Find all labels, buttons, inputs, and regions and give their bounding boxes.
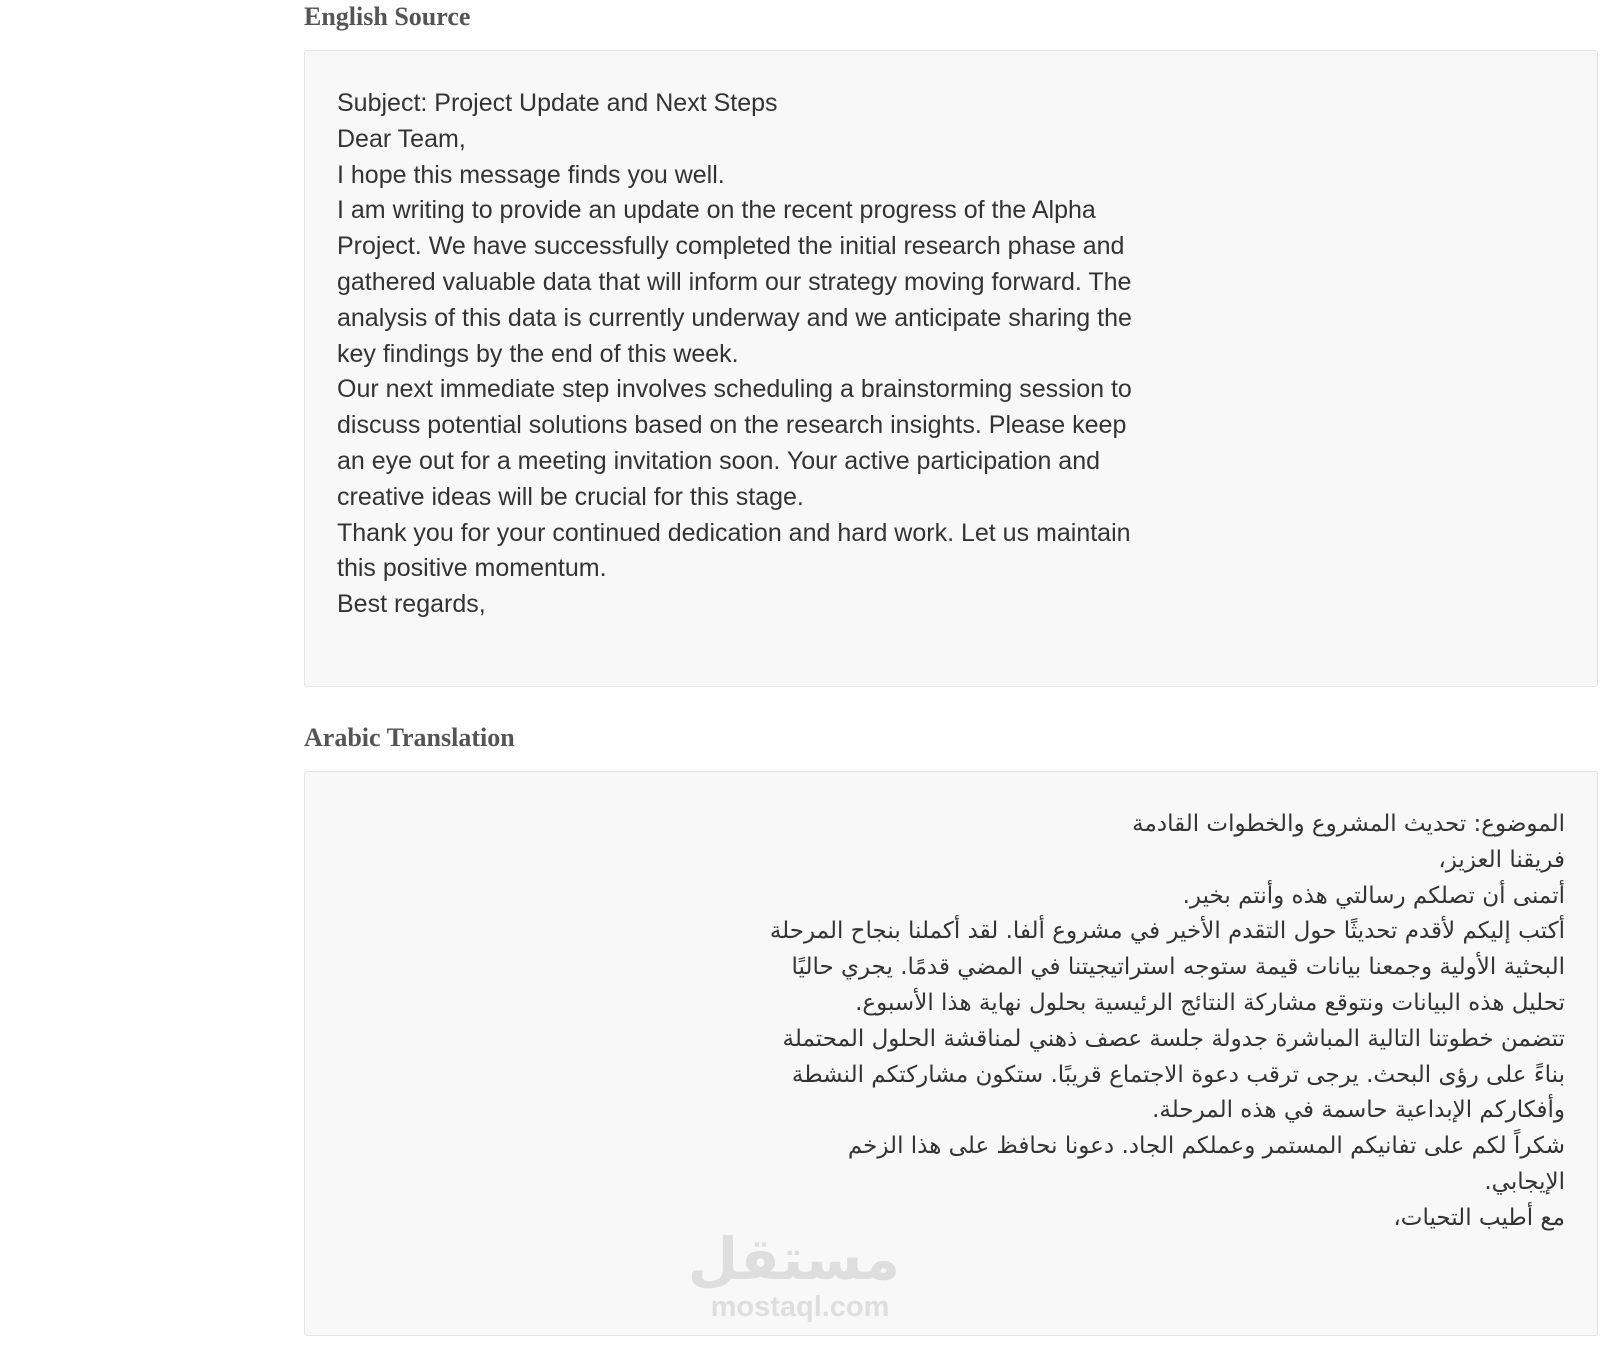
english-signoff: Best regards, (337, 590, 486, 619)
english-source-heading: English Source (304, 2, 471, 31)
english-greeting: Dear Team, (337, 124, 466, 153)
arabic-paragraph: تتضمن خطوتنا التالية المباشرة جدولة جلسة عصف ذهني لمناقشة الحلول المحتملة بناءً على رؤى البحث. يرجى ترقب دعوة الاجتماع قريبًا. ستكون مشاركتكم النشطة وأفكاركم الإبداعية حاسمة في هذه المرحلة. (782, 1025, 1565, 1124)
english-source-panel (304, 50, 1598, 687)
arabic-translation-panel (304, 771, 1598, 1336)
arabic-greeting: فريقنا العزيز، (1438, 846, 1565, 873)
mostaql-watermark (687, 1225, 900, 1323)
arabic-translation-heading: Arabic Translation (304, 723, 515, 752)
arabic-text-body (765, 807, 1565, 1237)
watermark-arabic-logo: مستقل (687, 1225, 900, 1293)
arabic-paragraph: أتمنى أن تصلكم رسالتي هذه وأنتم بخير. (1182, 882, 1565, 909)
english-paragraph: Our next immediate step involves scheduling a brainstorming session to discuss potential solutions based on the research insights. Please keep an eye out for a meeting invitation soon. Your active participation and creative ideas will be crucial for this stage. (337, 375, 1132, 511)
english-paragraph: Thank you for your continued dedication and hard work. Let us maintain this positive momentum. (337, 518, 1131, 583)
english-paragraph: I am writing to provide an update on the recent progress of the Alpha Project. We have successfully completed the initial research phase and gathered valuable data that will inform our strategy moving forward. The analysis of this data is currently underway and we anticipate sharing the key findings by the end of this week. (337, 196, 1132, 368)
english-text-body (337, 86, 1157, 623)
arabic-paragraph: شكراً لكم على تفانيكم المستمر وعملكم الجاد. دعونا نحافظ على هذا الزخم الإيجابي. (847, 1133, 1565, 1195)
arabic-subject-line: الموضوع: تحديث المشروع والخطوات القادمة (1132, 811, 1565, 837)
arabic-paragraph: أكتب إليكم لأقدم تحديثًا حول التقدم الأخير في مشروع ألفا. لقد أكملنا بنجاح المرحلة البحثية الأولية وجمعنا بيانات قيمة ستوجه استراتيجيتنا في المضي قدمًا. يجري حاليًا تحليل هذه البيانات ونتوقع مشاركة النتائج الرئيسية بحلول نهاية هذا الأسبوع. (769, 918, 1565, 1016)
arabic-signoff: مع أطيب التحيات، (1393, 1204, 1565, 1231)
english-subject-line: Subject: Project Update and Next Steps (337, 89, 778, 117)
english-paragraph: I hope this message finds you well. (337, 160, 725, 189)
watermark-domain: mostaql.com (710, 1291, 890, 1323)
